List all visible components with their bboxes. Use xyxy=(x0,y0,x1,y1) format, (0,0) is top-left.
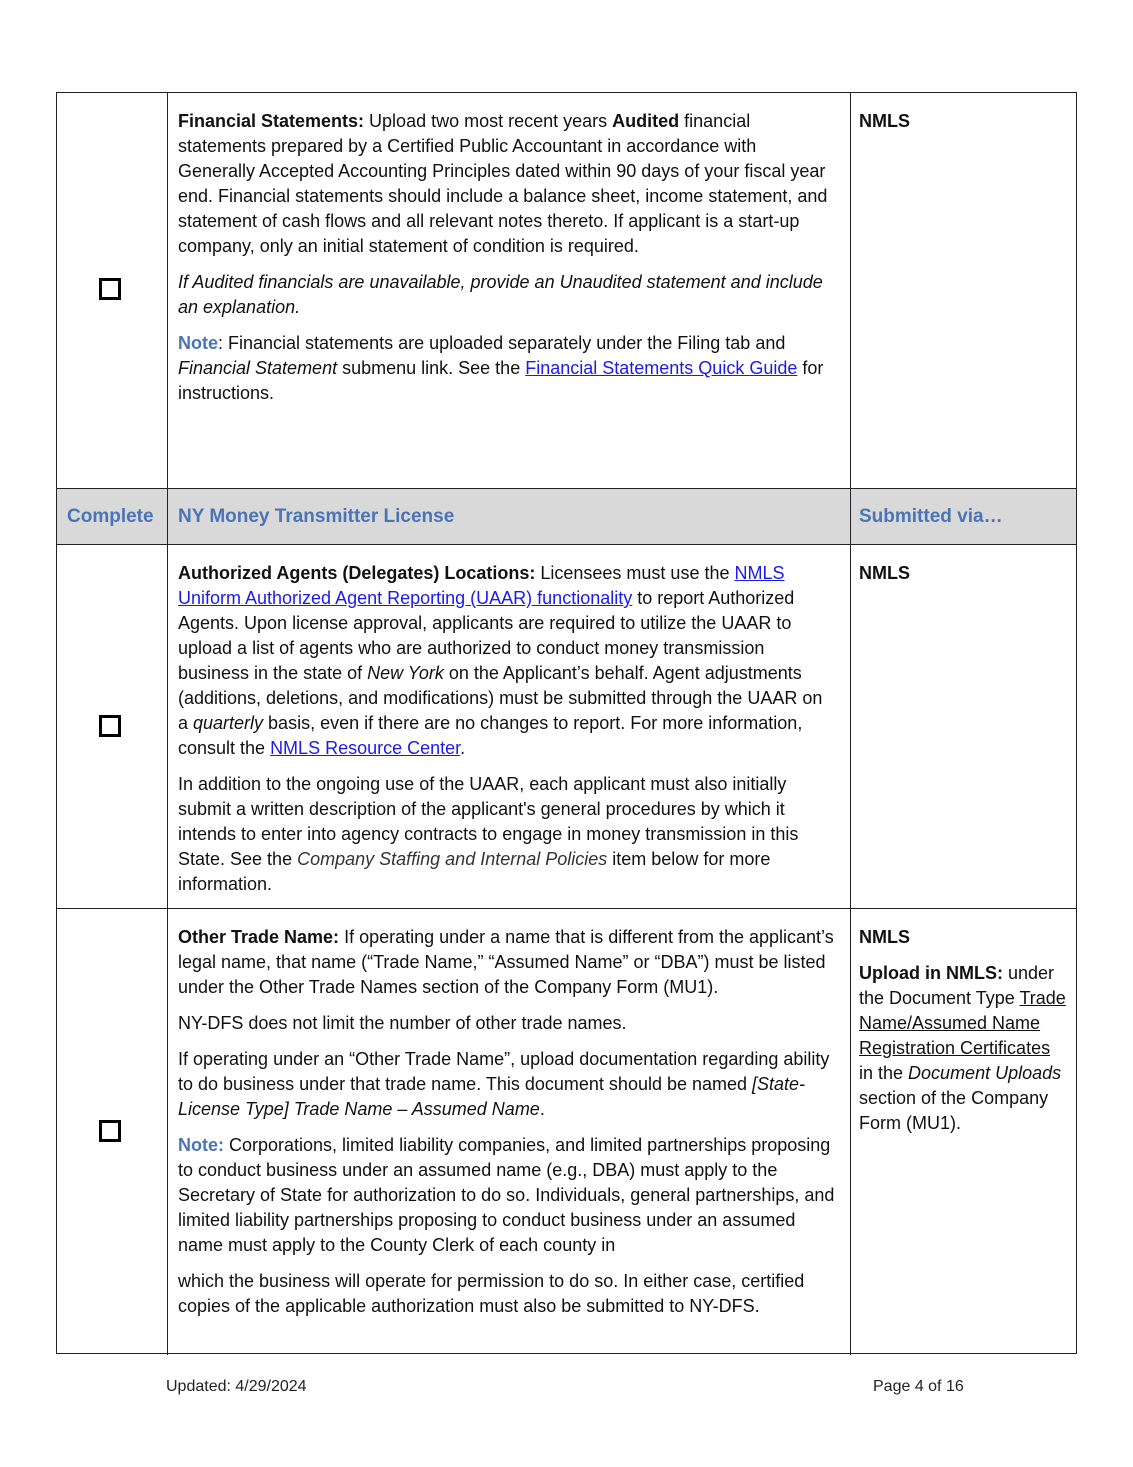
page-number: Page 4 of 16 xyxy=(873,1378,964,1395)
header-submitted-via: Submitted via… xyxy=(859,505,1003,527)
table-header-row xyxy=(57,489,1076,545)
upload-instructions: Upload in NMLS: under the Document Type Trade Name/Assumed Name Registration Certificates in the Document Uploads section of the Company Form (MU1). xyxy=(859,963,1066,1133)
table-row xyxy=(57,545,1076,909)
submitted-cell: NMLS Upload in NMLS: under the Document Type Trade Name/Assumed Name Registration Certificates in the Document Uploads section of the Company Form (MU1). xyxy=(851,909,1076,1355)
complete-cell xyxy=(57,545,167,908)
note-paragraph: Note: Financial statements are uploaded separately under the Filing tab and Financial Statement submenu link. See the Financial Statements Quick Guide for instructions. xyxy=(178,333,824,403)
header-complete: Complete xyxy=(67,505,154,527)
authorized-agents-paragraph: Authorized Agents (Delegates) Locations: Licensees must use the NMLS Uniform Authorized Agent Reporting (UAAR) functionality to report Authorized Agents. Upon license approval, applicants are required to utilize the UAAR to upload a list of agents who are authorized to conduct money transmission business in the state of New York on the Applicant’s behalf. Agent adjustments (additions, deletions, and modifications) must be submitted through the UAAR on a quarterly basis, even if there are no changes to report. For more information, consult the NMLS Resource Center. xyxy=(178,563,823,758)
requirements-table xyxy=(56,92,1077,1354)
nmls-uaar-link[interactable]: NMLS Uniform Authorized Agent Reporting (UAAR) functionality xyxy=(178,563,785,608)
trade-name-upload-paragraph: If operating under an “Other Trade Name”, upload documentation regarding ability to do business under that trade name. This document should be named [State-License Type] Trade Name – Assumed Name. xyxy=(178,1049,830,1119)
checkbox[interactable] xyxy=(99,715,121,737)
nmls-resource-center-link[interactable]: NMLS Resource Center xyxy=(270,738,461,758)
financial-statements-quick-guide-link[interactable]: Financial Statements Quick Guide xyxy=(525,358,798,378)
note-paragraph: Note: Corporations, limited liability companies, and limited partnerships proposing to conduct business under an assumed name (e.g., DBA) must apply to the Secretary of State for authorization to do so. Individuals, general partnerships, and limited liability partnerships proposing to conduct business under an assumed name must apply to the County Clerk of each county in xyxy=(178,1135,835,1255)
submitted-cell: NMLS xyxy=(859,111,910,131)
complete-cell xyxy=(57,909,167,1355)
requirement-cell xyxy=(168,909,849,1355)
requirement-cell xyxy=(168,545,849,908)
checkbox[interactable] xyxy=(99,278,121,300)
checkbox[interactable] xyxy=(99,1120,121,1142)
requirement-cell xyxy=(168,93,849,488)
unaudited-note: If Audited financials are unavailable, provide an Unaudited statement and include an explanation. xyxy=(178,272,823,317)
other-trade-name-paragraph: Other Trade Name: If operating under a name that is different from the applicant’s legal name, that name (“Trade Name,” “Assumed Name” or “DBA”) must be listed under the Other Trade Names section of the Company Form (MU1). xyxy=(178,927,834,997)
uaar-additional-paragraph: In addition to the ongoing use of the UAAR, each applicant must also initially submit a written description of the applicant's general procedures by which it intends to enter into agency contracts to engage in money transmission in this State. See the Company Staffing and Internal Policies item below for more information. xyxy=(178,774,799,894)
note-continuation-paragraph: which the business will operate for permission to do so. In either case, certified copies of the applicable authorization must also be submitted to NY-DFS. xyxy=(178,1271,805,1316)
updated-date: Updated: 4/29/2024 xyxy=(166,1378,307,1395)
table-row xyxy=(57,909,1076,1355)
submitted-cell: NMLS xyxy=(859,563,910,583)
table-row xyxy=(57,93,1076,489)
financial-statements-paragraph: Financial Statements: Upload two most recent years Audited financial statements prepared by a Certified Public Accountant in accordance with Generally Accepted Accounting Principles dated within 90 days of your fiscal year end. Financial statements should include a balance sheet, income statement, and statement of cash flows and all relevant notes thereto. If applicant is a start-up company, only an initial statement of condition is required. xyxy=(178,111,828,256)
trade-names-limit-paragraph: NY-DFS does not limit the number of other trade names. xyxy=(178,1013,627,1033)
complete-cell xyxy=(57,93,167,488)
header-license: NY Money Transmitter License xyxy=(178,505,455,527)
